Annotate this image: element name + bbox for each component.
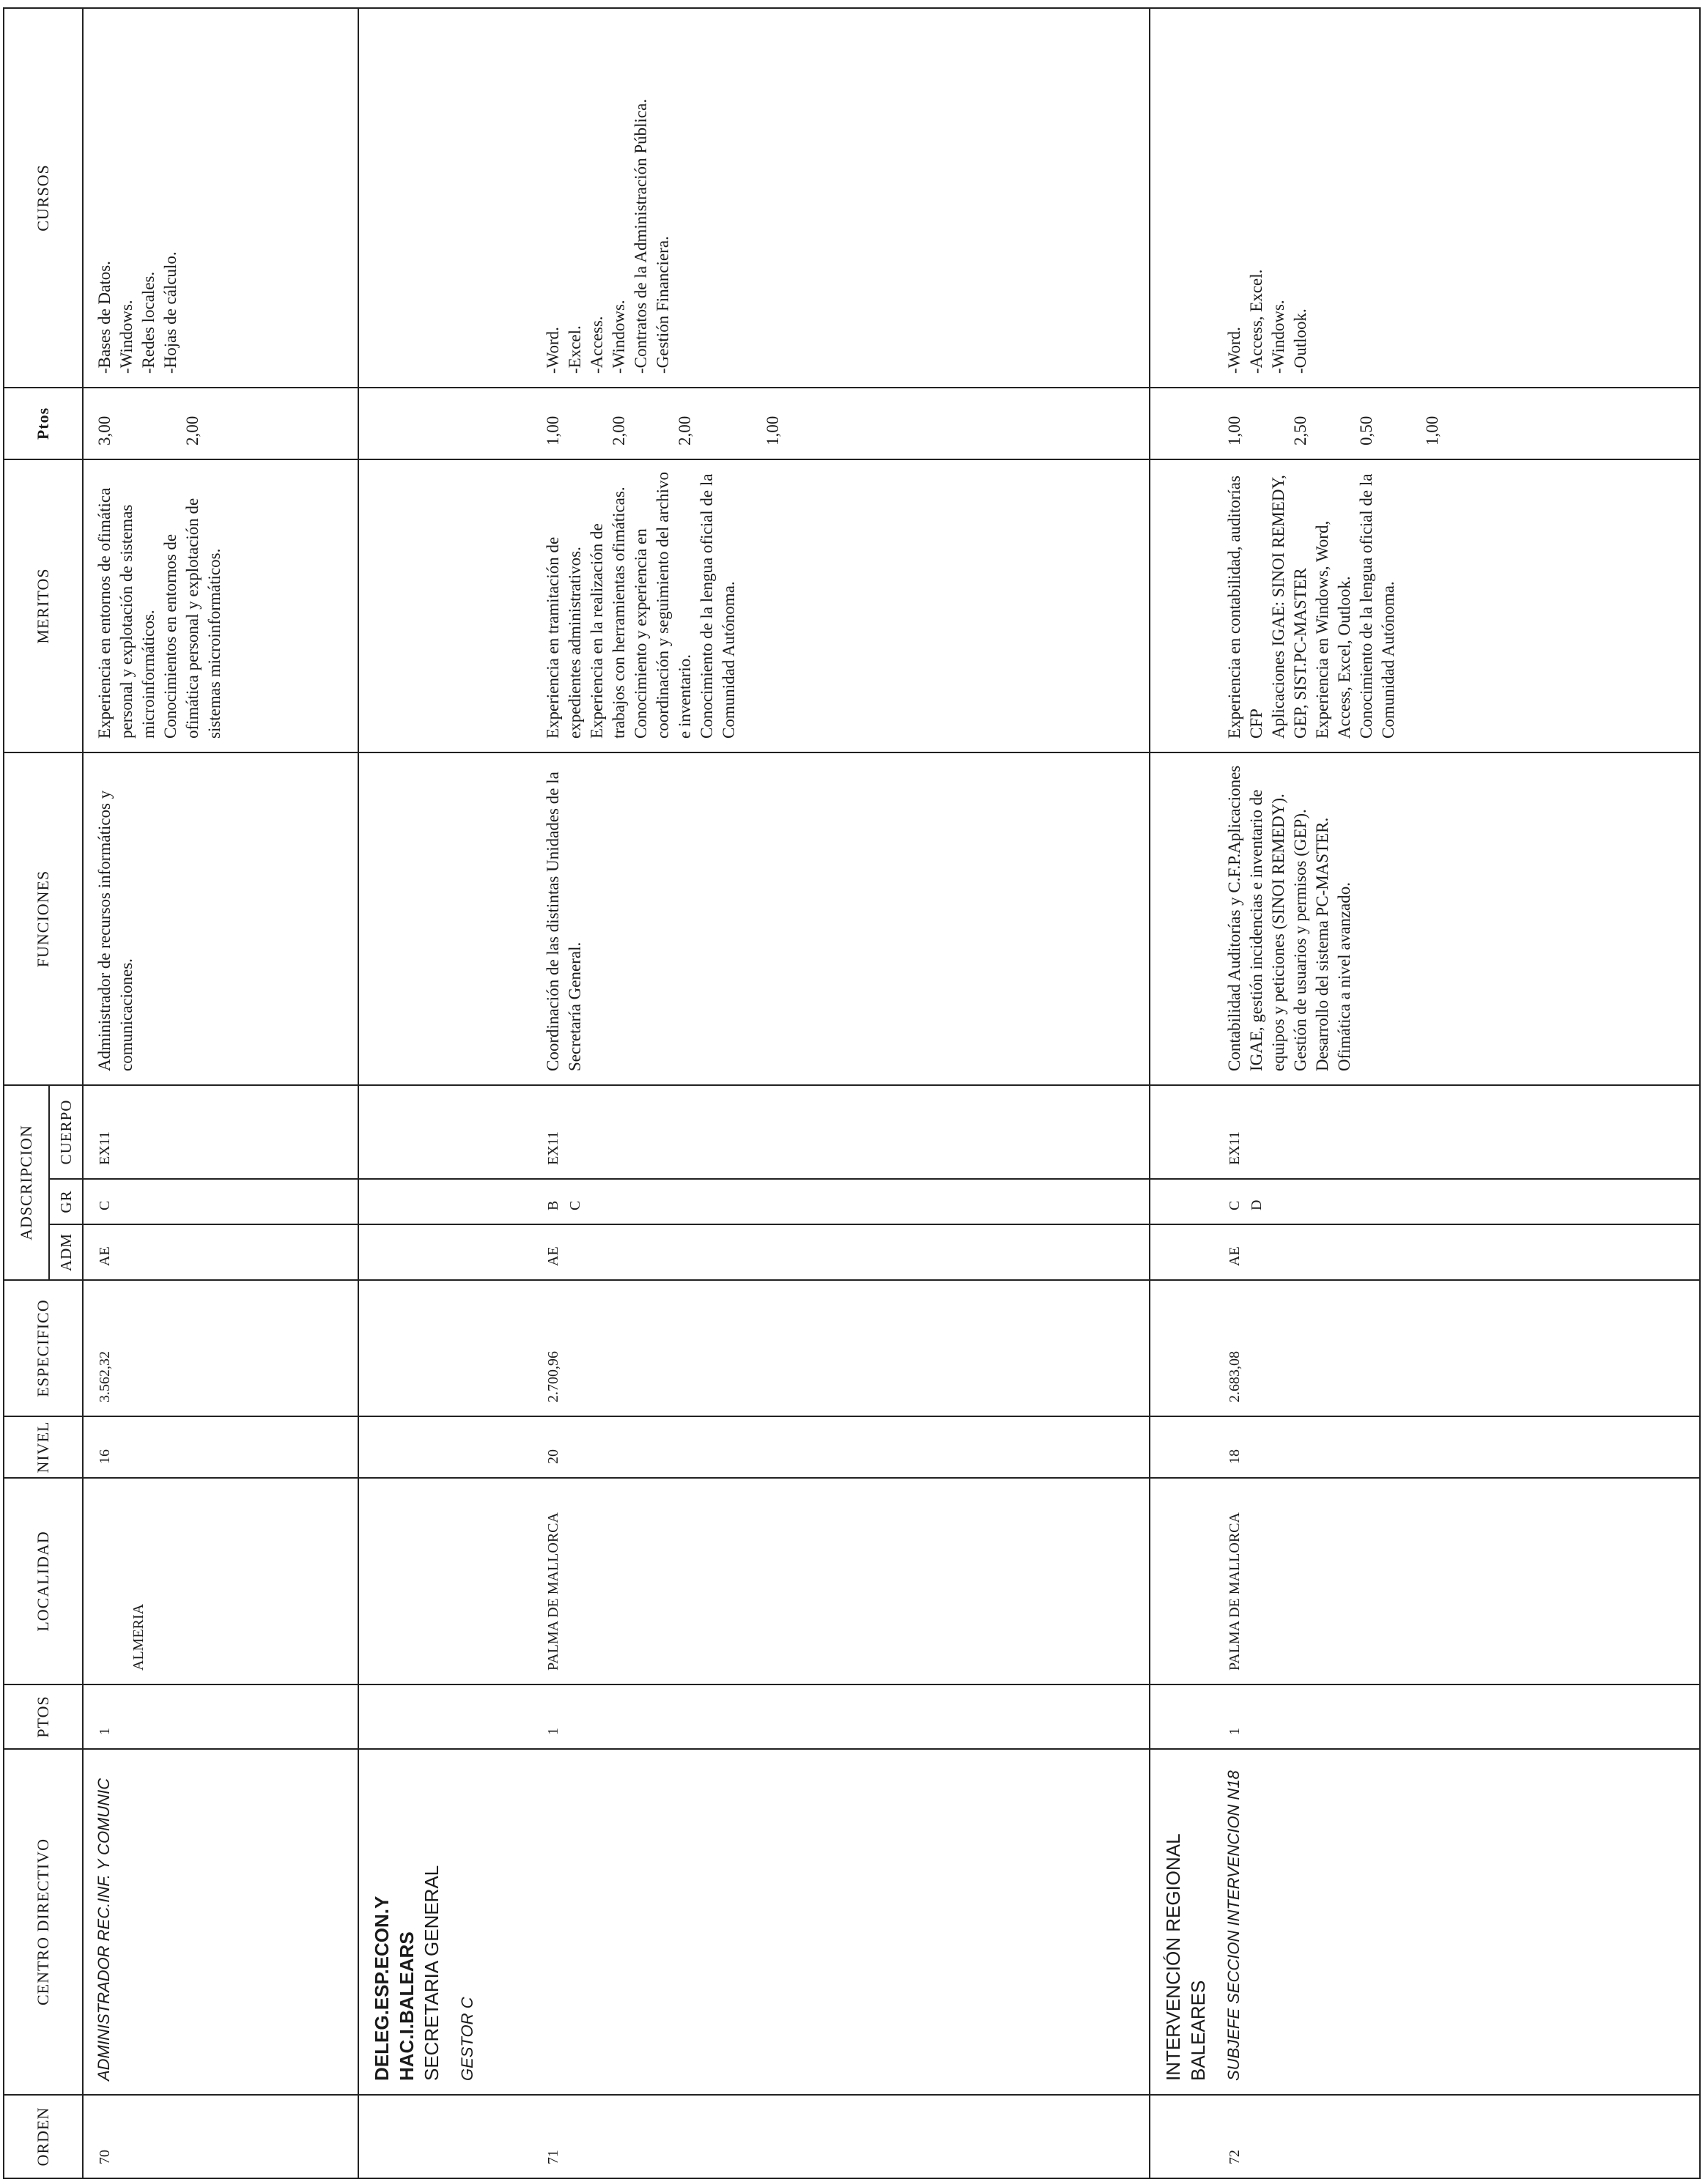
nivel-cell: 18 — [1150, 1416, 1700, 1478]
centro-heading: DELEG.ESP.ECON.Y HAC.I.BALEARS — [370, 1896, 418, 2081]
curso-item: -Word. — [1224, 327, 1243, 374]
funciones-cell: Contabilidad Auditorías y C.F.P.Aplicaciones IGAE, gestión incidencias e inventario de equipos y peticiones (SINOI REMEDY). Gestión de usuarios y permisos (GEP). Desarrollo del sistema PC-MASTER. Ofimática a nivel avanzado. — [1150, 752, 1700, 1085]
cursos-cell — [83, 8, 358, 388]
header-nivel: NIVEL — [4, 1416, 83, 1478]
puesto-label: GESTOR C — [457, 1997, 476, 2081]
curso-item: -Windows. — [1268, 300, 1287, 374]
localidad-cell: PALMA DE MALLORCA — [1150, 1478, 1700, 1684]
curso-item: -Excel. — [565, 325, 584, 374]
header-cuerpo: CUERPO — [49, 1085, 83, 1179]
table-row — [1150, 8, 1700, 2178]
merit-points: 2,00 — [675, 415, 694, 445]
meritos-cell — [358, 459, 1150, 752]
adm-cell: AE — [83, 1224, 358, 1280]
cursos-cell — [358, 8, 1150, 388]
puesto-label: SUBJEFE SECCION INTERVENCION N18 — [1224, 1770, 1243, 2081]
orden-cell: 71 — [358, 2095, 1150, 2178]
merit-points-cell — [1150, 388, 1700, 459]
localidad-cell: PALMA DE MALLORCA — [358, 1478, 1150, 1684]
curso-item: -Windows. — [609, 300, 628, 374]
merit-points: 2,50 — [1290, 415, 1309, 445]
header-ptos: PTOS — [4, 1684, 83, 1749]
cuerpo-cell: EX11 — [83, 1085, 358, 1179]
orden-cell: 70 — [83, 2095, 358, 2178]
centro-cell — [83, 1749, 358, 2095]
merit-points: 1,00 — [1422, 415, 1441, 445]
funciones-cell: Coordinación de las distintas Unidades de la Secretaría General. — [358, 752, 1150, 1085]
centro-subheading: INTERVENCIÓN REGIONAL — [1161, 1833, 1184, 2081]
gr-cell: C — [83, 1179, 358, 1224]
curso-item: -Windows. — [117, 300, 136, 374]
merit-item: Conocimiento de la lengua oficial de la Comunidad Autónoma. — [1356, 473, 1397, 739]
curso-item: -Outlook. — [1290, 308, 1309, 374]
curso-item: -Contratos de la Administración Pública. — [631, 99, 650, 374]
merit-points: 2,00 — [183, 415, 202, 445]
merit-points: 1,00 — [543, 415, 562, 445]
centro-cell — [358, 1749, 1150, 2095]
header-localidad: LOCALIDAD — [4, 1478, 83, 1684]
header-funciones: FUNCIONES — [4, 752, 83, 1085]
adm-cell: AE — [358, 1224, 1150, 1280]
nivel-cell: 16 — [83, 1416, 358, 1478]
gr-cell: B C — [358, 1179, 1150, 1224]
curso-item: -Gestión Financiera. — [653, 236, 672, 374]
adm-cell: AE — [1150, 1224, 1700, 1280]
header-gr: GR — [49, 1179, 83, 1224]
merit-points: 2,00 — [609, 415, 628, 445]
merit-item: Experiencia en entornos de ofimática personal y explotación de sistemas microinformáticos. — [95, 487, 158, 739]
centro-subheading-line2: BALEARES — [1186, 1980, 1209, 2081]
curso-item: -Access. — [587, 316, 606, 374]
cuerpo-cell: EX11 — [358, 1085, 1150, 1179]
centro-cell — [1150, 1749, 1700, 2095]
localidad-cell: ALMERIA — [83, 1478, 358, 1684]
merit-item: Experiencia en contabilidad, auditorías CFP — [1224, 476, 1265, 739]
ptos-cell: 1 — [83, 1684, 358, 1749]
puesto-label: ADMINISTRADOR REC.INF. Y COMUNIC — [95, 1778, 113, 2081]
header-adm: ADM — [49, 1224, 83, 1280]
positions-table — [3, 7, 1701, 2179]
curso-item: -Access, Excel. — [1246, 269, 1265, 374]
merit-points-cell — [358, 388, 1150, 459]
cuerpo-cell: EX11 — [1150, 1085, 1700, 1179]
ptos-cell: 1 — [1150, 1684, 1700, 1749]
header-orden: ORDEN — [4, 2095, 83, 2178]
especifico-cell: 2.683,08 — [1150, 1280, 1700, 1416]
merit-item: Experiencia en la realización de trabajos con herramientas ofimáticas. — [587, 487, 628, 739]
table-row — [358, 8, 1150, 2178]
merit-item: Conocimientos en entornos de ofimática personal y explotación de sistemas microinformáticos. — [161, 498, 223, 739]
header-meritos: MERITOS — [4, 459, 83, 752]
cursos-cell — [1150, 8, 1700, 388]
merit-item: Conocimiento y experiencia en coordinación y seguimiento del archivo e inventario. — [631, 471, 694, 739]
header-cursos: CURSOS — [4, 8, 83, 388]
merit-points: 1,00 — [763, 415, 782, 445]
merit-points: 1,00 — [1224, 415, 1243, 445]
centro-subheading: SECRETARIA GENERAL — [420, 1865, 443, 2081]
funciones-cell: Administrador de recursos informáticos y comunicaciones. — [83, 752, 358, 1085]
merit-item: Conocimiento de la lengua oficial de la Comunidad Autónoma. — [697, 473, 738, 739]
header-ptos-merito: Ptos — [4, 388, 83, 459]
nivel-cell: 20 — [358, 1416, 1150, 1478]
curso-item: -Hojas de cálculo. — [161, 251, 180, 374]
merit-item: Aplicaciones IGAE: SINOI REMEDY, GEP, SIST.PC-MASTER — [1268, 475, 1309, 739]
curso-item: -Redes locales. — [139, 271, 158, 374]
meritos-cell — [1150, 459, 1700, 752]
merit-points: 0,50 — [1356, 415, 1375, 445]
table-row — [83, 8, 358, 2178]
curso-item: -Bases de Datos. — [95, 261, 114, 374]
header-centro-directivo: CENTRO DIRECTIVO — [4, 1749, 83, 2095]
meritos-cell — [83, 459, 358, 752]
gr-cell: C D — [1150, 1179, 1700, 1224]
curso-item: -Word. — [543, 327, 562, 374]
especifico-cell: 2.700,96 — [358, 1280, 1150, 1416]
header-especifico: ESPECIFICO — [4, 1280, 83, 1416]
header-adscripcion: ADSCRIPCION — [4, 1085, 49, 1280]
ptos-cell: 1 — [358, 1684, 1150, 1749]
merit-points: 3,00 — [95, 415, 114, 445]
merit-item: Experiencia en tramitación de expedientes administrativos. — [543, 536, 584, 739]
merit-item: Experiencia en Windows, Word, Access, Excel, Outlook. — [1312, 520, 1353, 739]
merit-points-cell — [83, 388, 358, 459]
orden-cell: 72 — [1150, 2095, 1700, 2178]
especifico-cell: 3.562,32 — [83, 1280, 358, 1416]
